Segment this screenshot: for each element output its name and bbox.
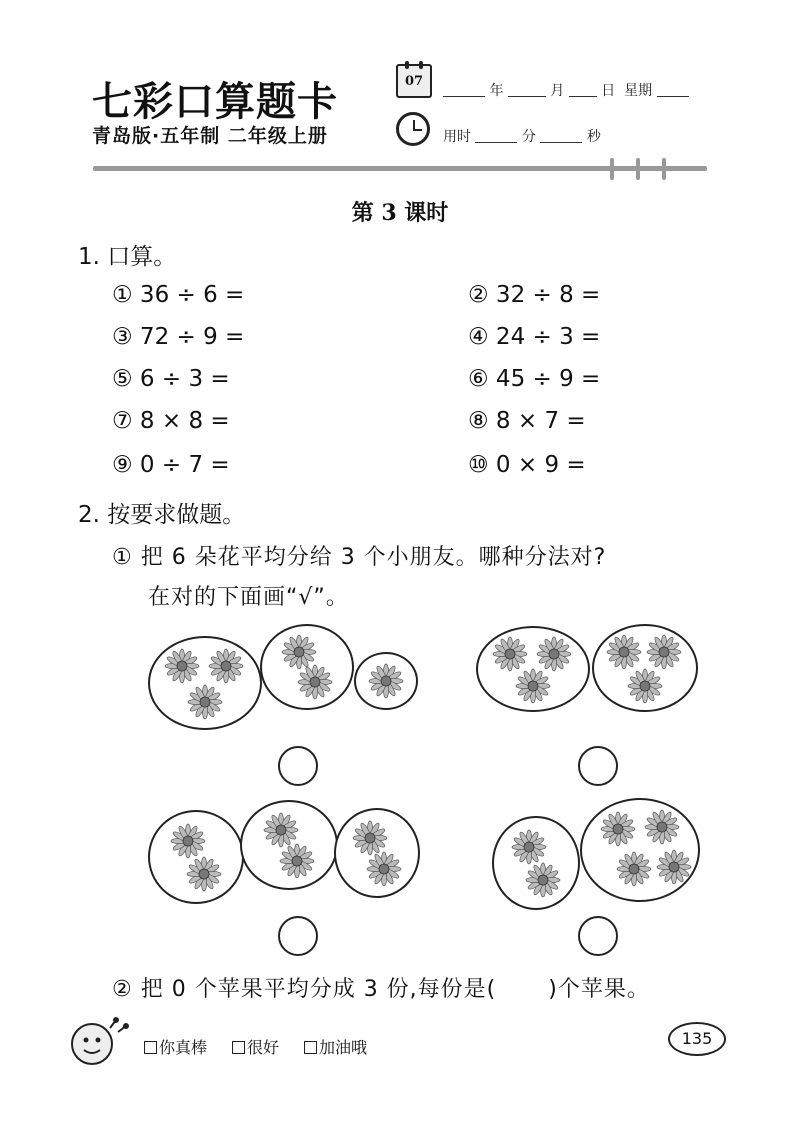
rating-great[interactable] [144, 1035, 207, 1058]
seconds-label: 秒 [586, 129, 601, 145]
question-1-title: 1. 口算。 [78, 244, 177, 270]
divider-peg [662, 158, 666, 180]
day-blank[interactable] [569, 83, 597, 97]
flower-icon [627, 668, 663, 704]
rating-great-checkbox[interactable] [144, 1041, 157, 1054]
flower-icon [492, 636, 528, 672]
divider-peg [610, 158, 614, 180]
option-d-answer-circle[interactable] [578, 916, 618, 956]
date-row [443, 80, 689, 100]
rating-good-checkbox[interactable] [232, 1041, 245, 1054]
day-label: 日 [601, 83, 616, 99]
flower-icon [646, 634, 682, 670]
rating-keep-going-checkbox[interactable] [304, 1041, 317, 1054]
header-divider [93, 166, 707, 171]
flower-icon [368, 663, 404, 699]
flower-icon [525, 862, 561, 898]
page-number: 135 [668, 1022, 726, 1056]
time-label: 用时 [443, 129, 471, 145]
option-c-answer-circle[interactable] [278, 916, 318, 956]
option-a-answer-circle[interactable] [278, 746, 318, 786]
flower-icon [656, 849, 692, 885]
edition-label: 青岛版·五年制 二年级上册 [92, 125, 328, 147]
calc-item-9: ⑨ 0 ÷ 7 = [112, 452, 230, 478]
flower-icon [536, 636, 572, 672]
calc-item-8: ⑧ 8 × 7 = [468, 408, 586, 434]
weekday-label: 星期 [624, 83, 653, 99]
flower-icon [170, 823, 206, 859]
option-b-answer-circle[interactable] [578, 746, 618, 786]
flower-icon [164, 648, 200, 684]
flower-icon [208, 648, 244, 684]
flower-icon [606, 634, 642, 670]
time-row [443, 126, 601, 146]
rating-great-label: 你真棒 [159, 1038, 208, 1057]
month-blank[interactable] [508, 83, 546, 97]
calc-item-5: ⑤ 6 ÷ 3 = [112, 366, 230, 392]
seconds-blank[interactable] [540, 129, 582, 143]
calc-item-3: ③ 72 ÷ 9 = [112, 324, 245, 350]
year-blank[interactable] [443, 83, 485, 97]
flower-icon [366, 851, 402, 887]
divider-peg [636, 158, 640, 180]
flower-icon [186, 856, 222, 892]
flower-icon [616, 851, 652, 887]
task-1-line-2: 在对的下面画“√”。 [148, 585, 349, 610]
rating-good[interactable] [232, 1035, 279, 1058]
rating-keep-going-label: 加油哦 [319, 1038, 368, 1057]
rating-good-label: 很好 [247, 1038, 280, 1057]
year-label: 年 [489, 83, 504, 99]
brand-title: 七彩口算题卡 [92, 78, 338, 125]
calendar-icon [396, 64, 432, 98]
task-2-suffix: )个苹果。 [548, 977, 650, 1002]
calc-item-2: ② 32 ÷ 8 = [468, 282, 601, 308]
calc-item-1: ① 36 ÷ 6 = [112, 282, 245, 308]
minutes-blank[interactable] [475, 129, 517, 143]
flower-icon [600, 811, 636, 847]
question-2-title: 2. 按要求做题。 [78, 502, 246, 528]
flower-icon [515, 668, 551, 704]
mascot-icon [66, 1010, 132, 1070]
flower-icon [279, 843, 315, 879]
lesson-title: 第 3 课时 [351, 200, 449, 226]
clock-icon [396, 112, 430, 146]
calc-item-10: ⑩ 0 × 9 = [468, 452, 586, 478]
flower-icon [511, 829, 547, 865]
task-2-prefix: ② 把 0 个苹果平均分成 3 份,每份是( [112, 977, 497, 1002]
flower-icon [187, 684, 223, 720]
calc-item-7: ⑦ 8 × 8 = [112, 408, 230, 434]
calendar-icon-number: 07 [404, 74, 424, 89]
calc-item-6: ⑥ 45 ÷ 9 = [468, 366, 601, 392]
flower-icon [297, 664, 333, 700]
rating-keep-going[interactable] [304, 1035, 367, 1058]
task-1-line-1: ① 把 6 朵花平均分给 3 个小朋友。哪种分法对? [112, 545, 607, 570]
minutes-label: 分 [521, 129, 536, 145]
flower-icon [644, 809, 680, 845]
month-label: 月 [550, 83, 565, 99]
calc-item-4: ④ 24 ÷ 3 = [468, 324, 601, 350]
task-2-line [112, 972, 650, 1003]
weekday-blank[interactable] [657, 83, 689, 97]
